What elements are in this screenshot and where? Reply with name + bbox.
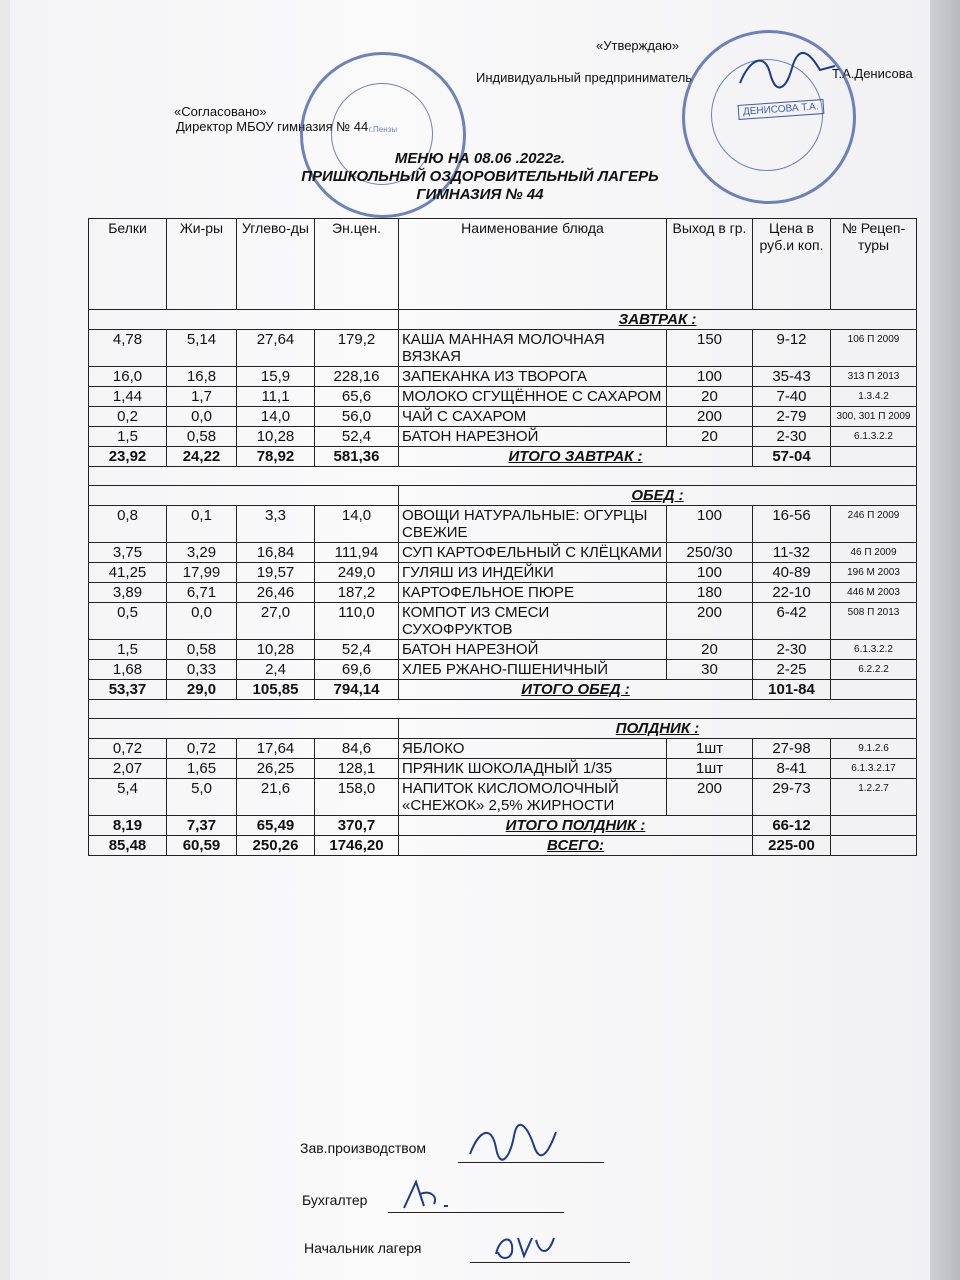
cell-recipe: 6.1.3.2.17 [831, 759, 917, 779]
cell-recipe: 46 П 2009 [831, 543, 917, 563]
cell-carbs: 26,25 [237, 759, 315, 779]
production-head-label: Зав.производством [300, 1140, 426, 1156]
camp-head-label: Начальник лагеря [304, 1240, 422, 1256]
cell-dish-name: БАТОН НАРЕЗНОЙ [399, 640, 667, 660]
grand-total-price: 225-00 [753, 836, 831, 856]
section-lunch: ОБЕД : [399, 486, 917, 506]
cell-price: 16-56 [753, 506, 831, 543]
col-header-carbs: Углево-ды [237, 219, 315, 310]
cell-proteins: 3,75 [89, 543, 167, 563]
camp-title: ПРИШКОЛЬНЫЙ ОЗДОРОВИТЕЛЬНЫЙ ЛАГЕРЬ [301, 168, 659, 185]
grand-total-energy: 1746,20 [315, 836, 399, 856]
cell-proteins: 1,5 [89, 640, 167, 660]
cell-output: 100 [667, 506, 753, 543]
cell-carbs: 3,3 [237, 506, 315, 543]
entrepreneur-seal-name: ДЕНИСОВА Т.А. [738, 99, 824, 120]
cell-price: 2-30 [753, 640, 831, 660]
col-header-price: Цена в руб.и коп. [753, 219, 831, 310]
cell-dish-name: КАША МАННАЯ МОЛОЧНАЯ ВЯЗКАЯ [399, 330, 667, 367]
cell-energy: 65,6 [315, 387, 399, 407]
cell-output: 100 [667, 563, 753, 583]
cell-price: 7-40 [753, 387, 831, 407]
col-header-proteins: Белки [89, 219, 167, 310]
cell-output: 180 [667, 583, 753, 603]
cell-dish-name: ЗАПЕКАНКА ИЗ ТВОРОГА [399, 367, 667, 387]
cell-energy: 187,2 [315, 583, 399, 603]
cell-price: 2-30 [753, 427, 831, 447]
total-price: 66-12 [753, 816, 831, 836]
section-breakfast: ЗАВТРАК : [399, 310, 917, 330]
cell-dish-name: ЧАЙ С САХАРОМ [399, 407, 667, 427]
cell-recipe: 1.3.4.2 [831, 387, 917, 407]
total-fats: 7,37 [167, 816, 237, 836]
cell-dish-name: СУП КАРТОФЕЛЬНЫЙ С КЛЁЦКАМИ [399, 543, 667, 563]
table-row [89, 407, 917, 427]
cell-recipe: 196 М 2003 [831, 563, 917, 583]
total-carbs: 65,49 [237, 816, 315, 836]
cell-recipe: 106 П 2009 [831, 330, 917, 367]
total-proteins: 23,92 [89, 447, 167, 467]
cell-output: 20 [667, 387, 753, 407]
cell-energy: 69,6 [315, 660, 399, 680]
cell-recipe: 300, 301 П 2009 [831, 407, 917, 427]
cell-fats: 0,72 [167, 739, 237, 759]
cell-output: 250/30 [667, 543, 753, 563]
cell-recipe: 508 П 2013 [831, 603, 917, 640]
grand-total-label: ВСЕГО: [399, 836, 753, 856]
grand-total-carbs: 250,26 [237, 836, 315, 856]
cell-recipe: 446 М 2003 [831, 583, 917, 603]
total-label: ИТОГО ПОЛДНИК : [399, 816, 753, 836]
table-row [89, 506, 917, 543]
production-signature-icon [462, 1118, 562, 1166]
cell-carbs: 27,64 [237, 330, 315, 367]
total-row-breakfast [89, 447, 917, 467]
cell-recipe: 1.2.2.7 [831, 779, 917, 816]
cell-carbs: 19,57 [237, 563, 315, 583]
cell-carbs: 2,4 [237, 660, 315, 680]
cell-carbs: 14,0 [237, 407, 315, 427]
cell-energy: 52,4 [315, 640, 399, 660]
cell-energy: 52,4 [315, 427, 399, 447]
cell-proteins: 5,4 [89, 779, 167, 816]
approval-signature-icon [730, 48, 840, 98]
grand-total-row [89, 836, 917, 856]
table-row [89, 779, 917, 816]
cell-fats: 16,8 [167, 367, 237, 387]
table-row [89, 759, 917, 779]
cell-output: 200 [667, 603, 753, 640]
cell-output: 200 [667, 407, 753, 427]
cell-output: 20 [667, 640, 753, 660]
cell-dish-name: ЯБЛОКО [399, 739, 667, 759]
table-row [89, 660, 917, 680]
cell-dish-name: МОЛОКО СГУЩЁННОЕ С САХАРОМ [399, 387, 667, 407]
cell-proteins: 0,2 [89, 407, 167, 427]
grand-total-proteins: 85,48 [89, 836, 167, 856]
cell-proteins: 0,8 [89, 506, 167, 543]
cell-carbs: 21,6 [237, 779, 315, 816]
col-header-dish-name: Наименование блюда [399, 219, 667, 310]
table-row [89, 603, 917, 640]
cell-carbs: 10,28 [237, 427, 315, 447]
cell-fats: 0,33 [167, 660, 237, 680]
table-row [89, 563, 917, 583]
school-seal-text: г.Пензы [368, 125, 398, 134]
cell-recipe: 6.1.3.2.2 [831, 640, 917, 660]
cell-price: 22-10 [753, 583, 831, 603]
cell-output: 100 [667, 367, 753, 387]
table-row [89, 387, 917, 407]
cell-carbs: 11,1 [237, 387, 315, 407]
cell-energy: 110,0 [315, 603, 399, 640]
cell-proteins: 2,07 [89, 759, 167, 779]
cell-output: 1шт [667, 739, 753, 759]
cell-proteins: 0,72 [89, 739, 167, 759]
col-header-fats: Жи-ры [167, 219, 237, 310]
cell-fats: 17,99 [167, 563, 237, 583]
cell-energy: 111,94 [315, 543, 399, 563]
total-carbs: 78,92 [237, 447, 315, 467]
section-snack: ПОЛДНИК : [399, 719, 917, 739]
cell-output: 200 [667, 779, 753, 816]
cell-fats: 5,0 [167, 779, 237, 816]
cell-fats: 0,58 [167, 640, 237, 660]
cell-dish-name: ПРЯНИК ШОКОЛАДНЫЙ 1/35 [399, 759, 667, 779]
col-header-energy: Эн.цен. [315, 219, 399, 310]
total-row-snack [89, 816, 917, 836]
total-label: ИТОГО ЗАВТРАК : [399, 447, 753, 467]
entrepreneur-label: Индивидуальный предприниматель [476, 70, 693, 85]
cell-recipe: 6.1.3.2.2 [831, 427, 917, 447]
cell-fats: 0,1 [167, 506, 237, 543]
cell-energy: 228,16 [315, 367, 399, 387]
cell-recipe: 246 П 2009 [831, 506, 917, 543]
cell-carbs: 27,0 [237, 603, 315, 640]
cell-output: 30 [667, 660, 753, 680]
director-label: Директор МБОУ гимназия № 44 [176, 119, 369, 134]
cell-fats: 1,7 [167, 387, 237, 407]
menu-title: МЕНЮ НА 08.06 .2022г. [394, 150, 566, 167]
cell-price: 27-98 [753, 739, 831, 759]
total-price: 101-84 [753, 680, 831, 700]
cell-dish-name: НАПИТОК КИСЛОМОЛОЧНЫЙ «СНЕЖОК» 2,5% ЖИРНОСТИ [399, 779, 667, 816]
total-energy: 794,14 [315, 680, 399, 700]
total-carbs: 105,85 [237, 680, 315, 700]
cell-energy: 179,2 [315, 330, 399, 367]
cell-carbs: 15,9 [237, 367, 315, 387]
total-price: 57-04 [753, 447, 831, 467]
cell-price: 35-43 [753, 367, 831, 387]
total-row-lunch [89, 680, 917, 700]
cell-proteins: 1,68 [89, 660, 167, 680]
accountant-label: Бухгалтер [302, 1192, 368, 1208]
cell-fats: 0,0 [167, 407, 237, 427]
cell-energy: 56,0 [315, 407, 399, 427]
cell-fats: 6,71 [167, 583, 237, 603]
cell-dish-name: ХЛЕБ РЖАНО-ПШЕНИЧНЫЙ [399, 660, 667, 680]
cell-carbs: 26,46 [237, 583, 315, 603]
cell-price: 11-32 [753, 543, 831, 563]
cell-proteins: 0,5 [89, 603, 167, 640]
cell-carbs: 16,84 [237, 543, 315, 563]
camp-head-signature-icon [488, 1226, 568, 1266]
total-proteins: 8,19 [89, 816, 167, 836]
cell-proteins: 1,5 [89, 427, 167, 447]
col-header-output: Выход в гр. [667, 219, 753, 310]
cell-dish-name: ГУЛЯШ ИЗ ИНДЕЙКИ [399, 563, 667, 583]
cell-dish-name: КАРТОФЕЛЬНОЕ ПЮРЕ [399, 583, 667, 603]
entrepreneur-name: Т.А.Денисова [832, 66, 913, 81]
total-energy: 370,7 [315, 816, 399, 836]
cell-proteins: 16,0 [89, 367, 167, 387]
cell-fats: 0,0 [167, 603, 237, 640]
cell-fats: 1,65 [167, 759, 237, 779]
cell-output: 1шт [667, 759, 753, 779]
approve-label: «Утверждаю» [596, 38, 680, 53]
cell-carbs: 10,28 [237, 640, 315, 660]
table-row [89, 367, 917, 387]
cell-proteins: 3,89 [89, 583, 167, 603]
cell-price: 6-42 [753, 603, 831, 640]
cell-price: 2-25 [753, 660, 831, 680]
table-row [89, 427, 917, 447]
cell-energy: 249,0 [315, 563, 399, 583]
cell-price: 29-73 [753, 779, 831, 816]
cell-output: 20 [667, 427, 753, 447]
total-energy: 581,36 [315, 447, 399, 467]
table-row [89, 583, 917, 603]
accountant-signature-icon [394, 1176, 474, 1216]
cell-fats: 3,29 [167, 543, 237, 563]
cell-carbs: 17,64 [237, 739, 315, 759]
total-fats: 29,0 [167, 680, 237, 700]
cell-recipe: 6.2.2.2 [831, 660, 917, 680]
cell-dish-name: КОМПОТ ИЗ СМЕСИ СУХОФРУКТОВ [399, 603, 667, 640]
cell-energy: 84,6 [315, 739, 399, 759]
cell-output: 150 [667, 330, 753, 367]
cell-proteins: 1,44 [89, 387, 167, 407]
total-fats: 24,22 [167, 447, 237, 467]
table-row [89, 640, 917, 660]
cell-price: 40-89 [753, 563, 831, 583]
agreed-label: «Согласовано» [174, 104, 267, 119]
total-label: ИТОГО ОБЕД : [399, 680, 753, 700]
grand-total-fats: 60,59 [167, 836, 237, 856]
cell-energy: 158,0 [315, 779, 399, 816]
cell-proteins: 41,25 [89, 563, 167, 583]
cell-fats: 5,14 [167, 330, 237, 367]
cell-energy: 14,0 [315, 506, 399, 543]
cell-recipe: 313 П 2013 [831, 367, 917, 387]
cell-dish-name: БАТОН НАРЕЗНОЙ [399, 427, 667, 447]
cell-price: 2-79 [753, 407, 831, 427]
table-row [89, 739, 917, 759]
cell-price: 9-12 [753, 330, 831, 367]
col-header-recipe: № Рецеп-туры [831, 219, 917, 310]
cell-recipe: 9.1.2.6 [831, 739, 917, 759]
school-title: ГИМНАЗИЯ № 44 [416, 186, 544, 203]
cell-price: 8-41 [753, 759, 831, 779]
total-proteins: 53,37 [89, 680, 167, 700]
menu-table [88, 218, 917, 856]
cell-dish-name: ОВОЩИ НАТУРАЛЬНЫЕ: ОГУРЦЫ СВЕЖИЕ [399, 506, 667, 543]
table-row [89, 543, 917, 563]
cell-proteins: 4,78 [89, 330, 167, 367]
cell-energy: 128,1 [315, 759, 399, 779]
cell-fats: 0,58 [167, 427, 237, 447]
table-header-row [89, 219, 917, 310]
table-row [89, 330, 917, 367]
